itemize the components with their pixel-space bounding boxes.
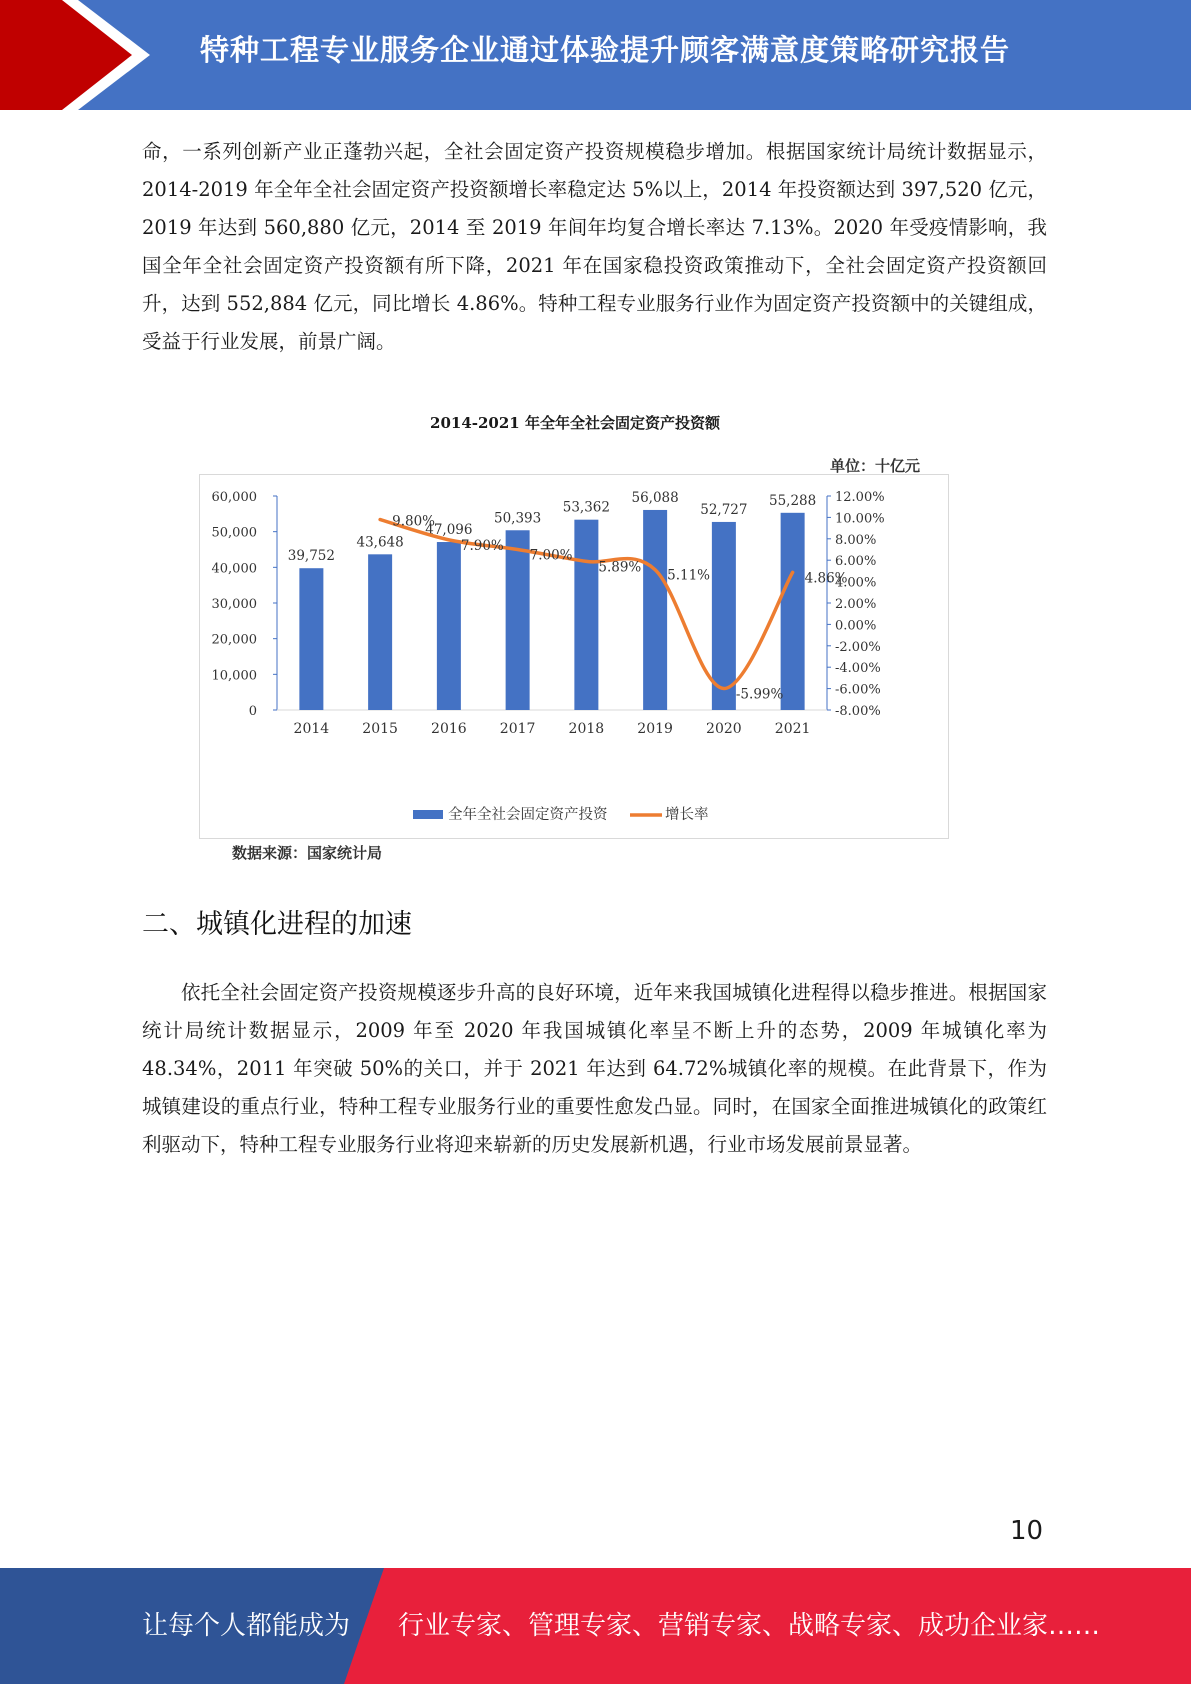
growth-label-2020: -5.99% (735, 686, 784, 703)
footer-slogan-left: 让每个人都能成为 (142, 1611, 351, 1641)
arrow-red-shape (0, 0, 132, 110)
bar-2015 (368, 554, 392, 710)
left-axis-tick-label: 10,000 (211, 668, 257, 684)
bar-label-2021: 55,288 (769, 492, 817, 509)
right-axis-tick-label: 8.00% (835, 532, 877, 548)
x-tick-label-2017: 2017 (499, 721, 536, 737)
left-axis-tick-label: 0 (248, 704, 257, 719)
right-axis-tick-label: -8.00% (835, 704, 881, 719)
growth-label-2017: 7.00% (529, 547, 573, 564)
header-arrow-decoration (0, 0, 200, 110)
investment-chart (200, 475, 950, 840)
right-axis-tick-label: -2.00% (835, 639, 881, 655)
legend-label-investment: 全年全社会固定资产投资 (448, 807, 608, 823)
left-axis-tick-label: 60,000 (211, 490, 257, 505)
growth-label-2018: 5.89% (598, 559, 642, 576)
bar-2021 (781, 513, 805, 710)
bar-label-2018: 53,362 (562, 499, 610, 516)
right-axis-tick-label: 6.00% (835, 554, 877, 570)
left-axis-tick-label: 20,000 (211, 632, 257, 648)
chart-source: 数据来源：国家统计局 (232, 844, 383, 862)
legend-label-growth: 增长率 (665, 807, 709, 823)
growth-label-2015: 9.80% (392, 513, 436, 530)
bar-2019 (643, 510, 667, 710)
bar-label-2020: 52,727 (700, 501, 748, 518)
bar-2017 (506, 530, 530, 710)
growth-label-2016: 7.90% (460, 537, 504, 554)
chart-unit: 单位：十亿元 (830, 457, 921, 475)
right-axis-tick-label: -4.00% (835, 661, 881, 677)
body-paragraph-1: 命，一系列创新产业正蓬勃兴起，全社会固定资产投资规模稳步增加。根据国家统计局统计数据显示，2014-2019 年全年全社会固定资产投资额增长率稳定达 5%以上，2014 年投资额达到 397,520 亿元，2019 年达到 560,880 亿元，2014 至 2019 年间年均复合增长率达 7.13%。2020 年受疫情影响，我国全年全社会固定资产投资额有所下降，2021 年在国家稳投资政策推动下，全社会固定资产投资额回升，达到 552,884 亿元，同比增长 4.86%。特种工程专业服务行业作为固定资产投资额中的关键组成，受益于行业发展，前景广阔。 (142, 140, 1047, 353)
bar-label-2016: 47,096 (425, 522, 473, 539)
right-axis-tick-label: 4.00% (835, 575, 877, 591)
bar-label-2017: 50,393 (494, 510, 542, 527)
page-header (0, 0, 1191, 110)
footer-slogan-right: 行业专家、管理专家、营销专家、战略专家、成功企业家…… (398, 1611, 1101, 1641)
page-footer (0, 1568, 1191, 1684)
right-axis-tick-label: 2.00% (835, 597, 877, 612)
x-tick-label-2018: 2018 (568, 721, 605, 737)
right-axis-tick-label: -6.00% (835, 682, 881, 698)
right-axis-tick-label: 10.00% (835, 511, 885, 527)
bar-label-2015: 43,648 (356, 534, 404, 551)
x-tick-label-2016: 2016 (431, 721, 467, 737)
chart-title: 2014-2021 年全年全社会固定资产投资额 (430, 414, 720, 432)
x-tick-label-2014: 2014 (293, 721, 330, 737)
section-heading: 二、城镇化进程的加速 (142, 909, 412, 940)
right-axis-tick-label: 12.00% (835, 490, 885, 505)
report-title: 特种工程专业服务企业通过体验提升顾客满意度策略研究报告 (200, 33, 1011, 67)
bar-2016 (437, 542, 461, 710)
body-paragraph-2: 依托全社会固定资产投资规模逐步升高的良好环境，近年来我国城镇化进程得以稳步推进。根据国家统计局统计数据显示，2009 年至 2020 年我国城镇化率呈不断上升的态势，2009 年城镇化率为 48.34%，2011 年突破 50%的关口，并于 2021 年达到 64.72%城镇化率的规模。在此背景下，作为城镇建设的重点行业，特种工程专业服务行业的重要性愈发凸显。同时，在国家全面推进城镇化的政策红利驱动下，特种工程专业服务行业将迎来崭新的历史发展新机遇，行业市场发展前景显著。 (142, 981, 1047, 1156)
bar-label-2019: 56,088 (631, 489, 679, 506)
left-axis-tick-label: 40,000 (211, 561, 257, 577)
growth-label-2021: 4.86% (804, 570, 848, 587)
left-axis-tick-label: 50,000 (211, 525, 257, 541)
right-axis-tick-label: 0.00% (835, 618, 877, 634)
x-tick-label-2020: 2020 (706, 721, 742, 737)
bar-label-2014: 39,752 (287, 548, 335, 565)
page-number: 10 (1010, 1516, 1044, 1546)
legend-swatch-investment (413, 810, 443, 819)
x-tick-label-2021: 2021 (774, 721, 811, 737)
growth-label-2019: 5.11% (667, 567, 711, 584)
x-tick-label-2015: 2015 (362, 721, 398, 737)
chart-frame (199, 474, 949, 839)
bar-2020 (712, 522, 736, 710)
bar-2018 (574, 520, 598, 710)
left-axis-tick-label: 30,000 (211, 597, 257, 612)
x-tick-label-2019: 2019 (637, 721, 673, 737)
bar-2014 (299, 568, 323, 710)
